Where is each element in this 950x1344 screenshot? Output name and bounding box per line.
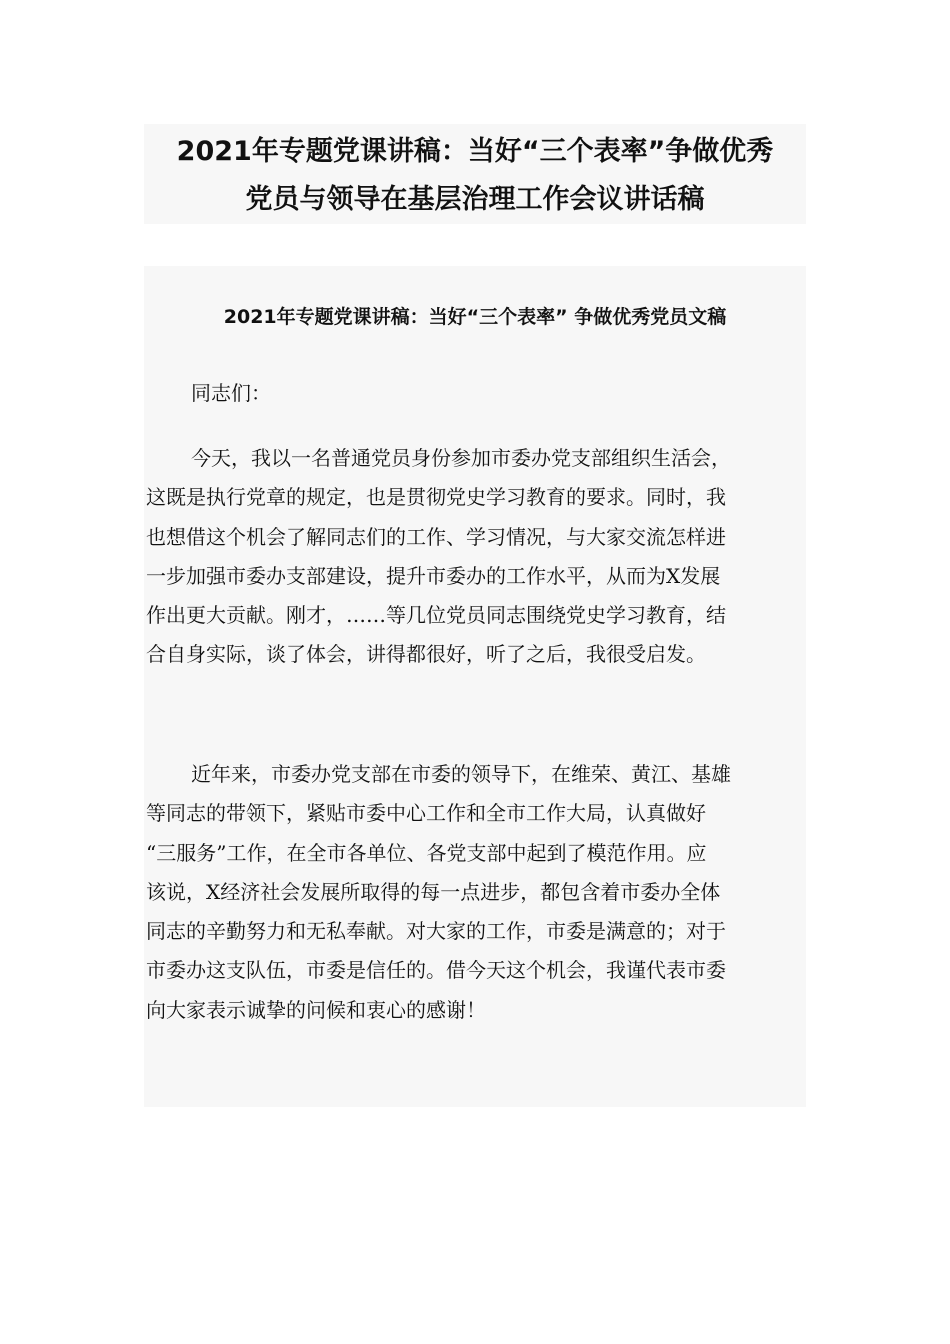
paragraph-line: 市委办这支队伍，市委是信任的。借今天这个机会，我谨代表市委 [146, 958, 726, 983]
paragraph-line: 今天，我以一名普通党员身份参加市委办党支部组织生活会， [191, 446, 731, 470]
salutation [146, 374, 794, 413]
main-title-line-1: 2021年专题党课讲稿：当好“三个表率”争做优秀 [176, 136, 774, 167]
document-body [144, 266, 806, 1107]
paragraph-line: 向大家表示诚挚的问候和衷心的感谢！ [146, 997, 486, 1022]
paragraph-line: 一步加强市委办支部建设，提升市委办的工作水平，从而为X发展 [146, 563, 721, 588]
paragraph-line: 也想借这个机会了解同志们的工作、学习情况，与大家交流怎样进 [146, 524, 726, 549]
paragraph-1 [146, 439, 794, 675]
paragraph-line: “三服务”工作，在全市各单位、各党支部中起到了模范作用。应 [146, 840, 707, 865]
sub-title: 2021年专题党课讲稿：当好“三个表率” 争做优秀党员文稿 [223, 306, 727, 328]
paragraph-line: 同志的辛勤努力和无私奉献。对大家的工作，市委是满意的；对于 [146, 919, 726, 944]
paragraph-line: 作出更大贡献。刚才，……等几位党员同志围绕党史学习教育，结 [146, 603, 726, 628]
paragraph-line: 该说，X经济社会发展所取得的每一点进步，都包含着市委办全体 [146, 879, 721, 904]
paragraph-line: 近年来，市委办党支部在市委的领导下，在维荣、黄江、基雄 [191, 762, 731, 786]
paragraph-2 [146, 755, 794, 1030]
salutation-text: 同志们： [191, 381, 271, 405]
paragraph-line: 这既是执行党章的规定，也是贯彻党史学习教育的要求。同时，我 [146, 485, 726, 510]
paragraph-line: 合自身实际，谈了体会，讲得都很好，听了之后，我很受启发。 [146, 642, 706, 667]
main-title-line-2: 党员与领导在基层治理工作会议讲话稿 [245, 184, 705, 215]
main-title [144, 124, 806, 224]
paragraph-line: 等同志的带领下，紧贴市委中心工作和全市工作大局，认真做好 [146, 801, 706, 826]
